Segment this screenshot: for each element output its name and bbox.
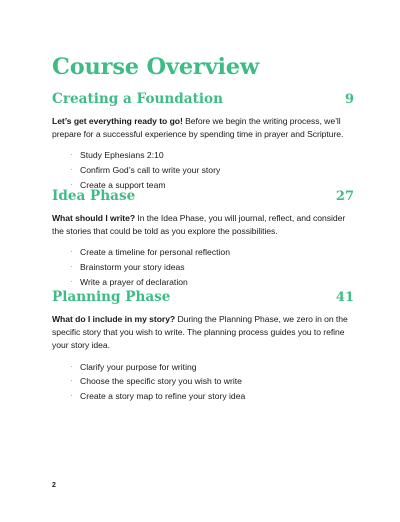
bullet-icon: · bbox=[70, 376, 73, 386]
list-item bbox=[52, 245, 354, 260]
section-planning-phase bbox=[52, 289, 354, 403]
list-item-text: Create a timeline for personal reflection bbox=[80, 247, 230, 258]
bullet-icon: · bbox=[70, 390, 73, 400]
page-title: Course Overview bbox=[52, 54, 260, 80]
list-item-text: Write a prayer of declaration bbox=[80, 276, 188, 287]
section-lead: What should I write? bbox=[52, 213, 136, 223]
section-header bbox=[52, 91, 354, 111]
section-title: Idea Phase bbox=[52, 188, 136, 204]
list-item bbox=[52, 389, 354, 404]
bullet-icon: · bbox=[70, 361, 73, 371]
list-item-text: Study Ephesians 2:10 bbox=[80, 150, 164, 161]
section-body: In the Idea Phase, you will journal, reflect, and consider the stories that could be told as you explore the possibilities. bbox=[52, 213, 346, 237]
list-item-text: Create a story map to refine your story idea bbox=[80, 390, 246, 401]
section-body: Before we begin the writing process, we’ll prepare for a successful experience by spending time in prayer and Scripture. bbox=[52, 116, 344, 140]
section-page-number: 27 bbox=[335, 189, 354, 204]
section-list bbox=[52, 245, 354, 289]
section-list bbox=[52, 148, 354, 192]
section-lead: Let’s get everything ready to go! bbox=[52, 116, 183, 126]
section-list bbox=[52, 360, 354, 404]
section-creating-a-foundation bbox=[52, 91, 354, 192]
list-item bbox=[52, 360, 354, 375]
section-idea-phase bbox=[52, 188, 354, 289]
list-item bbox=[52, 374, 354, 389]
section-page-number: 9 bbox=[344, 92, 354, 107]
section-intro bbox=[52, 212, 354, 238]
section-intro bbox=[52, 115, 354, 141]
section-title: Creating a Foundation bbox=[52, 91, 223, 107]
list-item-text: Brainstorm your story ideas bbox=[80, 262, 185, 272]
bullet-icon: · bbox=[70, 150, 73, 160]
bullet-icon: · bbox=[70, 247, 73, 257]
section-lead: What do I include in my story? bbox=[52, 314, 176, 324]
section-header bbox=[52, 188, 354, 208]
bullet-icon: · bbox=[70, 276, 73, 286]
section-page-number: 41 bbox=[335, 290, 354, 305]
section-header bbox=[52, 289, 354, 309]
list-item bbox=[52, 275, 354, 290]
list-item-text: Confirm God’s call to write your story bbox=[80, 165, 221, 175]
list-item-text: Clarify your purpose for writing bbox=[80, 361, 197, 372]
bullet-icon: · bbox=[70, 165, 73, 174]
list-item bbox=[52, 260, 354, 275]
section-body: During the Planning Phase, we zero in on the specific story that you wish to write. The planning process guides you to refine your story idea. bbox=[52, 314, 348, 351]
page-number: 2 bbox=[52, 482, 56, 489]
list-item bbox=[52, 148, 354, 163]
bullet-icon: · bbox=[70, 262, 73, 271]
section-title: Planning Phase bbox=[52, 289, 171, 305]
list-item-text: Choose the specific story you wish to write bbox=[80, 376, 242, 387]
list-item-text: Create a support team bbox=[80, 179, 166, 190]
list-item bbox=[52, 163, 354, 178]
section-intro bbox=[52, 313, 354, 353]
bullet-icon: · bbox=[70, 179, 73, 189]
